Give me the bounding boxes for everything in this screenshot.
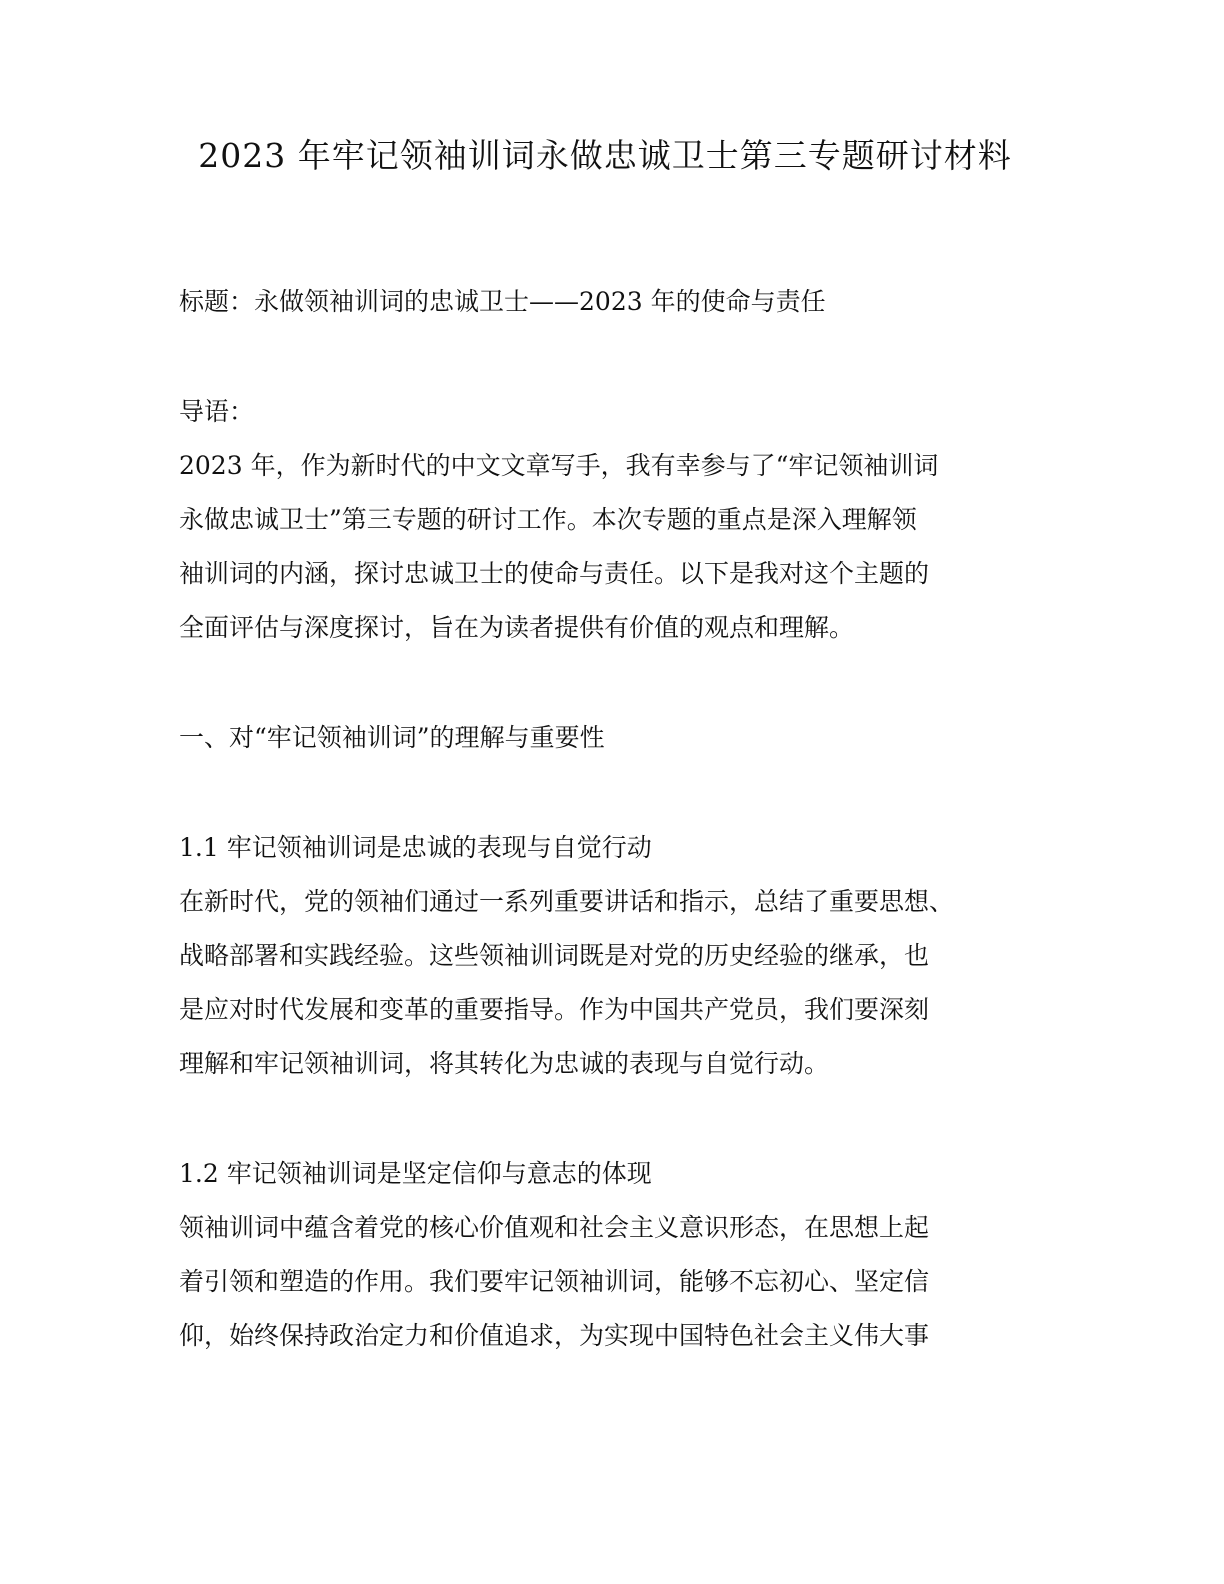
- intro-heading: 导语：: [179, 397, 255, 426]
- document-title: 2023 年牢记领袖训词永做忠诚卫士第三专题研讨材料: [198, 136, 1012, 175]
- paragraph-line: 领袖训词中蕴含着党的核心价值观和社会主义意识形态，在思想上起: [179, 1213, 930, 1242]
- paragraph-line: 理解和牢记领袖训词，将其转化为忠诚的表现与自觉行动。: [179, 1049, 830, 1078]
- paragraph-line: 战略部署和实践经验。这些领袖训词既是对党的历史经验的继承，也: [179, 941, 930, 970]
- intro-line: 袖训词的内涵，探讨忠诚卫士的使命与责任。以下是我对这个主题的: [179, 559, 930, 588]
- subsection-heading: 1.1 牢记领袖训词是忠诚的表现与自觉行动: [179, 833, 652, 862]
- intro-line: 永做忠诚卫士”第三专题的研讨工作。本次专题的重点是深入理解领: [179, 505, 917, 534]
- intro-line: 2023 年，作为新时代的中文文章写手，我有幸参与了“牢记领袖训词: [179, 451, 939, 480]
- paragraph-line: 仰，始终保持政治定力和价值追求，为实现中国特色社会主义伟大事: [179, 1321, 930, 1350]
- paragraph-line: 是应对时代发展和变革的重要指导。作为中国共产党员，我们要深刻: [179, 995, 930, 1024]
- subsection-heading: 1.2 牢记领袖训词是坚定信仰与意志的体现: [179, 1159, 652, 1188]
- paragraph-line: 在新时代，党的领袖们通过一系列重要讲话和指示，总结了重要思想、: [179, 887, 955, 916]
- section-heading: 一、对“牢记领袖训词”的理解与重要性: [179, 723, 605, 752]
- document-subtitle: 标题：永做领袖训词的忠诚卫士——2023 年的使命与责任: [179, 287, 826, 316]
- paragraph-line: 着引领和塑造的作用。我们要牢记领袖训词，能够不忘初心、坚定信: [179, 1267, 930, 1296]
- intro-line: 全面评估与深度探讨，旨在为读者提供有价值的观点和理解。: [179, 613, 855, 642]
